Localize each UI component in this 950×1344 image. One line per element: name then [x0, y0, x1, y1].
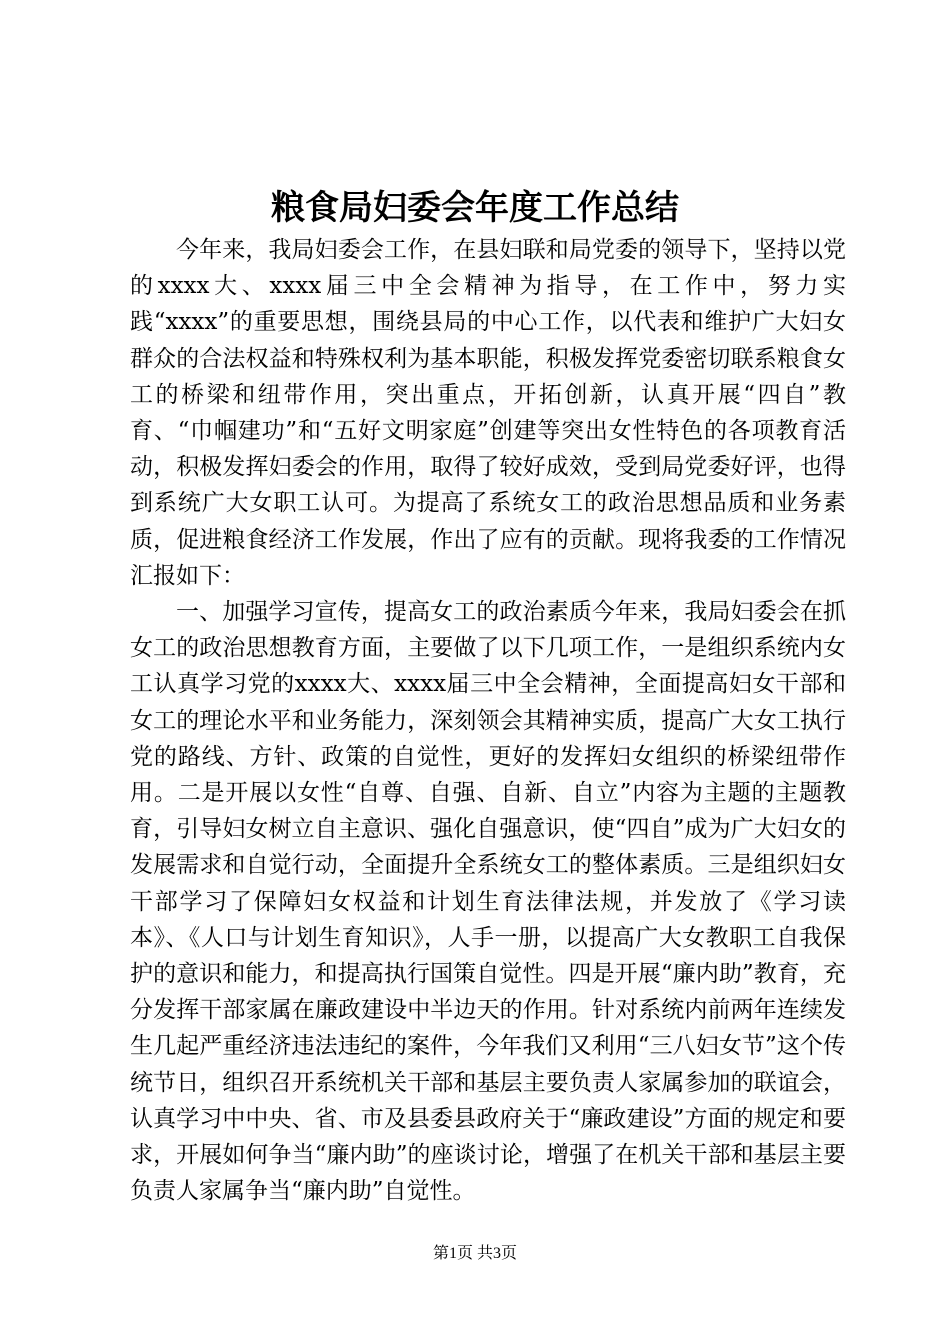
document-title: 粮食局妇委会年度工作总结: [271, 188, 679, 228]
page-footer: 第1页 共3页: [432, 1245, 517, 1262]
paragraph-section-one: 一、加强学习宣传，提高女工的政治素质今年来，我局妇委会在抓女工的政治思想教育方面，主要做了以下几项工作，一是组织系统内女工认真学习党的xxxx大、xxxx届三中全会精神，全面提高妇女干部和女工的理论水平和业务能力，深刻领会其精神实质，提高广大女工执行党的路线、方针、政策的自觉性，更好的发挥妇女组织的桥梁纽带作用。二是开展以女性“自尊、自强、自新、自立”内容为主题的主题教育，引导妇女树立自主意识、强化自强意识，使“四自”成为广大妇女的发展需求和自觉行动，全面提升全系统女工的整体素质。三是组织妇女干部学习了保障妇女权益和计划生育法律法规，并发放了《学习读本》、《人口与计划生育知识》，人手一册，以提高广大女教职工自我保护的意识和能力，和提高执行国策自觉性。四是开展“廉内助”教育，充分发挥干部家属在廉政建设中半边天的作用。针对系统内前两年连续发生几起严重经济违法违纪的案件，今年我们又利用“三八妇女节”这个传统节日，组织召开系统机关干部和基层主要负责人家属参加的联谊会，认真学习中中央、省、市及县委县政府关于“廉政建设”方面的规定和要求，开展如何争当“廉内助”的座谈讨论，增强了在机关干部和基层主要负责人家属争当“廉内助”自觉性。: [130, 599, 846, 1205]
document-body: [130, 232, 846, 1209]
paragraph-intro: 今年来，我局妇委会工作，在县妇联和局党委的领导下，坚持以党的xxxx大、xxxx届三中全会精神为指导，在工作中，努力实践“xxxx”的重要思想，围绕县局的中心工作，以代表和维护广大妇女群众的合法权益和特殊权利为基本职能，积极发挥党委密切联系粮食女工的桥梁和纽带作用，突出重点，开拓创新，认真开展“四自”教育、“巾帼建功”和“五好文明家庭”创建等突出女性特色的各项教育活动，积极发挥妇委会的作用，取得了较好成效，受到局党委好评，也得到系统广大女职工认可。为提高了系统女工的政治思想品质和业务素质，促进粮食经济工作发展，作出了应有的贡献。现将我委的工作情况汇报如下：: [130, 237, 846, 589]
